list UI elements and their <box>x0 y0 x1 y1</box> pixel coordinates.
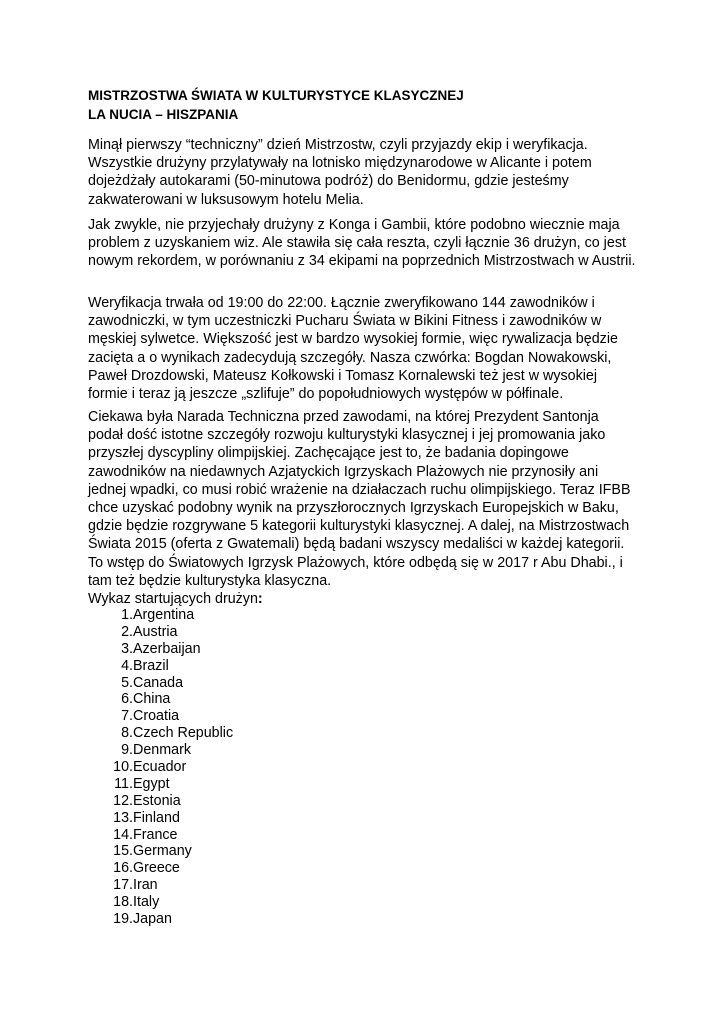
list-item-team-name: Czech Republic <box>133 725 234 742</box>
list-item-number: 1. <box>121 607 133 623</box>
paragraph-arrival: Minął pierwszy “techniczny” dzień Mistrzostw, czyli przyjazdy ekip i weryfikacja. Wszystkie drużyny przylatywały na lotnisko międzynarodowe w Alicante i potem dojeżdżały autokarami (50-minutowa podróż) do Benidormu, gdzie jesteśmy zakwaterowani w luksusowym hotelu Melia. <box>88 137 592 208</box>
list-item-number: 9. <box>121 742 133 759</box>
list-item-number: 4. <box>121 657 133 674</box>
list-item-team-name: Argentina <box>133 607 195 623</box>
list-item-team-name: Japan <box>133 911 172 928</box>
list-item-team-name: Iran <box>133 877 158 894</box>
list-item-number: 13. <box>113 809 133 826</box>
paragraph-teams-count: Jak zwykle, nie przyjechały drużyny z Konga i Gambii, które podobno wiecznie maja problem z uzyskaniem wiz. Ale stawiła się cała reszta, czyli łącznie 36 drużyn, co jest nowym rekordem, w porównaniu z 34 ekipami na poprzednich Mistrzostwach w Austrii. <box>88 217 636 270</box>
list-item <box>88 640 201 658</box>
list-item-number: 17. <box>113 877 133 894</box>
list-item <box>88 843 192 860</box>
paragraph-verification: Weryfikacja trwała od 19:00 do 22:00. Łącznie zweryfikowano 144 zawodników i zawodniczki, w tym uczestniczki Pucharu Świata w Bikini Fitness i zawodników w męskiej sylwetce. Większość jest w bardzo wysokiej formie, więc rywalizacja będzie zacięta a o wynikach zadecydują szczegóły. Nasza czwórka: Bogdan Nowakowski, Paweł Drozdowski, Mateusz Kołkowski i Tomasz Kornalewski też jest w wysokiej formie i teraz ją jeszcze „szlifuje” do popołudniowych występów w półfinale. <box>88 295 618 403</box>
list-item-number: 18. <box>113 894 133 911</box>
list-item-number: 5. <box>121 674 133 691</box>
list-item <box>88 623 178 641</box>
list-item <box>88 657 169 675</box>
list-item <box>88 691 171 708</box>
list-item-number: 11. <box>114 775 133 792</box>
list-item-team-name: Finland <box>133 809 180 826</box>
list-item-team-name: Canada <box>133 674 184 691</box>
list-item-number: 12. <box>113 792 133 809</box>
list-item-team-name: Greece <box>133 860 180 877</box>
list-item-team-name: Ecuador <box>133 759 187 776</box>
list-item-team-name: Denmark <box>133 742 191 759</box>
list-item <box>88 759 187 776</box>
list-item <box>88 742 191 759</box>
list-item-team-name: Brazil <box>133 657 169 674</box>
list-item-team-name: Croatia <box>133 708 180 725</box>
list-item-number: 7. <box>121 708 133 725</box>
paragraph-technical-meeting: Ciekawa była Narada Techniczna przed zawodami, na której Prezydent Santonja podał dość istotne szczegóły rozwoju kulturystyki klasycznej i jej promowania jako przyszłej dyscypliny olimpijskiej. Zachęcające jest to, że badania dopingowe zawodników na niedawnych Azjatyckich Igrzyskach Plażowych nie przynosiły ani jednej wpadki, co musi robić wrażenie na działaczach ruchu olimpijskiego. Teraz IFBB chce uzyskać podobny wynik na przyszłorocznych Igrzyskach Europejskich w Baku, gdzie będzie rozgrywane 5 kategorii kulturystyki klasycznej. A dalej, na Mistrzostwach Świata 2015 (oferta z Gwatemali) będą badani wszyscy medaliści w każdej kategorii. To wstęp do Światowych Igrzysk Plażowych, które odbędą się w 2017 r Abu Dhabi., i tam też będzie kulturystyka klasyczna. <box>88 409 631 589</box>
list-item-number: 6. <box>121 691 133 708</box>
list-item-number: 14. <box>113 826 133 843</box>
list-item <box>88 809 180 827</box>
list-item <box>88 860 180 877</box>
list-item-number: 16. <box>113 860 133 877</box>
list-item <box>88 708 180 725</box>
list-item <box>88 674 184 692</box>
team-list-heading <box>88 590 263 608</box>
list-item-team-name: Austria <box>133 623 178 640</box>
list-item-team-name: Estonia <box>133 792 181 809</box>
team-list-heading-text: Wykaz startujących drużyn <box>88 591 258 607</box>
list-item <box>88 894 160 911</box>
list-item <box>88 775 170 793</box>
list-item-number: 8. <box>121 725 133 742</box>
list-item-number: 15. <box>113 843 133 860</box>
list-item <box>88 725 234 742</box>
list-item-team-name: France <box>133 826 178 843</box>
list-item <box>88 792 181 810</box>
list-item-number: 2. <box>121 623 133 640</box>
list-item <box>88 877 158 894</box>
list-item-team-name: Azerbaijan <box>133 640 201 657</box>
team-list-heading-colon: : <box>257 591 263 607</box>
list-item-team-name: Egypt <box>133 775 170 792</box>
list-item-number: 10. <box>113 759 133 776</box>
team-list <box>88 607 234 928</box>
document-title: MISTRZOSTWA ŚWIATA W KULTURYSTYCE KLASYCZNEJ <box>88 88 464 103</box>
document-subtitle: LA NUCIA – HISZPANIA <box>88 107 239 122</box>
list-item-team-name: Italy <box>133 894 160 911</box>
list-item-number: 19. <box>113 911 133 928</box>
list-item-team-name: Germany <box>133 843 192 860</box>
list-item <box>88 911 172 928</box>
list-item <box>88 607 195 624</box>
list-item-team-name: China <box>133 691 171 708</box>
list-item <box>88 826 178 844</box>
list-item-number: 3. <box>121 640 133 657</box>
